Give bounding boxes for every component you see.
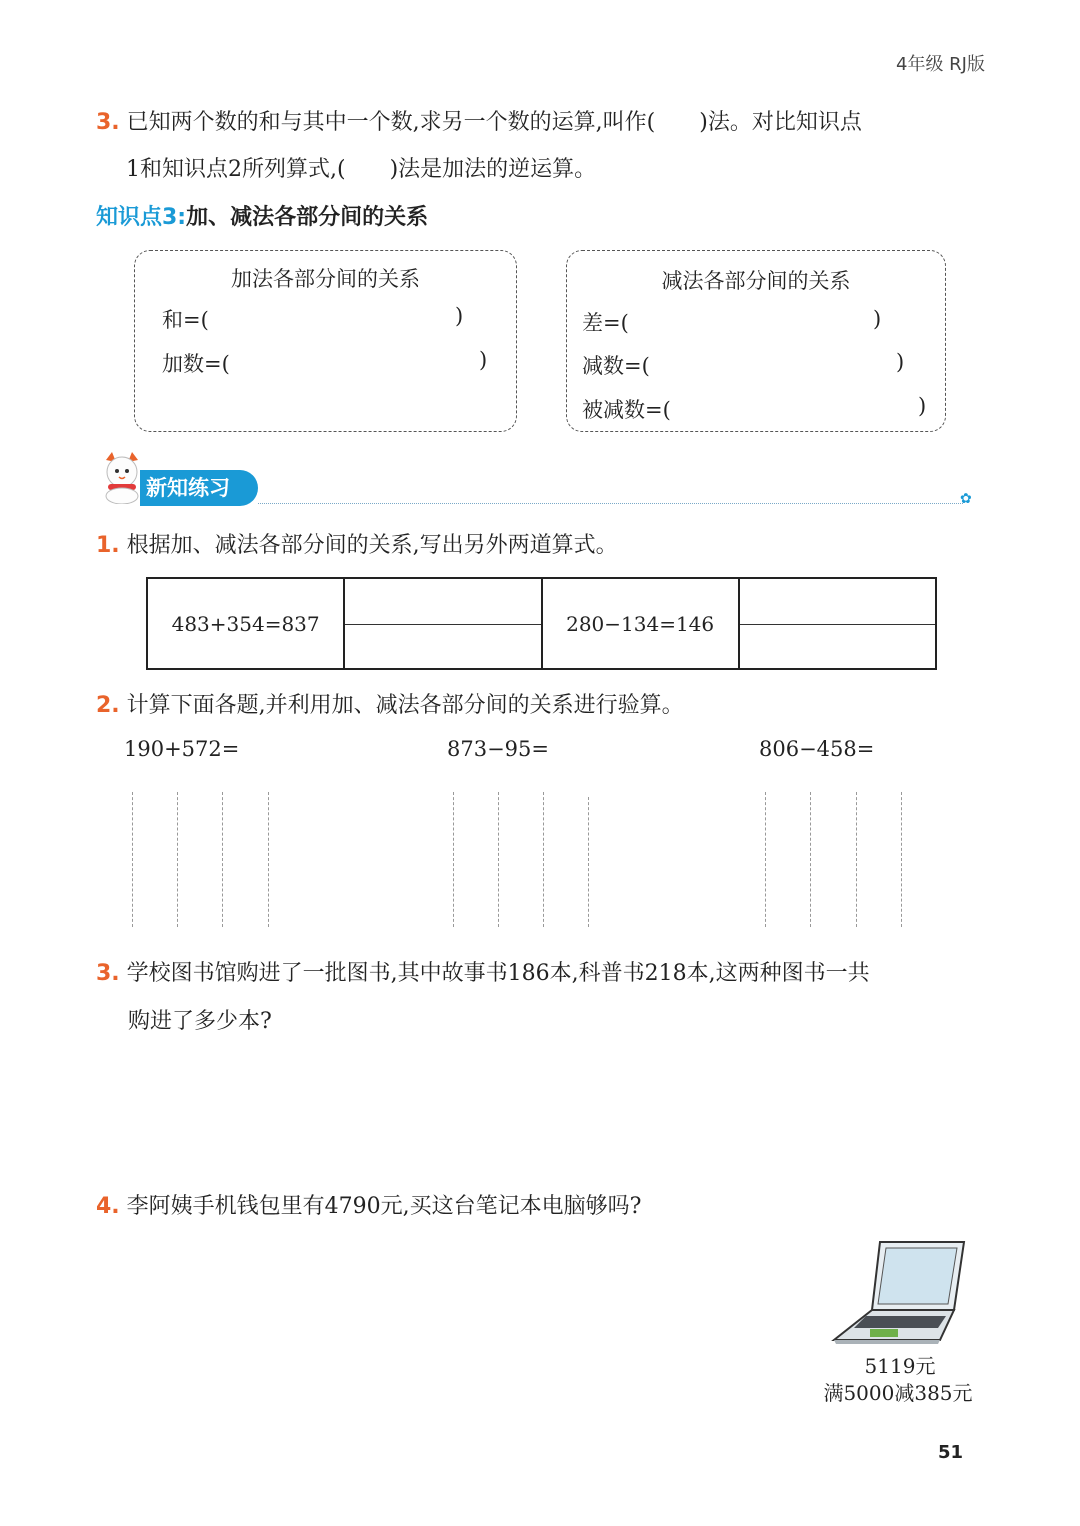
work-guide-line [453, 792, 454, 927]
work-guide-line [810, 792, 811, 927]
page-number: 51 [938, 1442, 964, 1463]
knowledge-point-heading: 加、减法各部分间的关系 [186, 205, 429, 230]
cell-divider [345, 624, 540, 625]
exercise-3-line2: 购进了多少本? [128, 1009, 272, 1034]
exercise-3-line1 [96, 959, 870, 989]
exercise-text: 根据加、减法各部分间的关系,写出另外两道算式。 [126, 533, 618, 558]
subtraction-minuend-close: ) [918, 394, 927, 418]
subtraction-difference-close: ) [873, 307, 882, 331]
exercise-text: 学校图书馆购进了一批图书,其中故事书186本,科普书218本,这两种图书一共 [126, 961, 870, 986]
equation-cell [542, 578, 739, 669]
exercise-number: 4. [96, 1194, 120, 1219]
exercise-text: 李阿姨手机钱包里有4790元,买这台笔记本电脑够吗? [126, 1194, 642, 1219]
question-3-line1 [96, 108, 862, 138]
subtraction-subtrahend-close: ) [896, 350, 905, 374]
banner-divider [258, 503, 963, 504]
work-guide-line [268, 792, 269, 927]
calc-problem-1: 190+572= [124, 737, 240, 761]
equation-table [146, 577, 937, 670]
addition-addend-formula: 加数=( [162, 352, 230, 376]
exercise-number: 1. [96, 533, 120, 558]
discount-label: 满5000减385元 [823, 1381, 973, 1405]
work-guide-line [901, 792, 902, 927]
answer-cell[interactable] [739, 578, 936, 669]
subtraction-box-title: 减法各部分间的关系 [661, 269, 851, 293]
addition-sum-close: ) [455, 304, 464, 328]
exercise-1 [96, 531, 618, 561]
cell-divider [740, 624, 935, 625]
calc-problem-3: 806−458= [759, 737, 875, 761]
exercise-4 [96, 1192, 641, 1222]
exercise-text: 计算下面各题,并利用加、减法各部分间的关系进行验算。 [126, 693, 684, 718]
exercise-2 [96, 691, 684, 721]
grade-label: 4年级 RJ版 [896, 54, 985, 75]
knowledge-point-title [96, 200, 428, 231]
work-guide-line [222, 792, 223, 927]
subtraction-minuend-formula: 被减数=( [582, 398, 671, 422]
addition-box-title: 加法各部分间的关系 [231, 267, 420, 291]
subtraction-subtrahend-formula: 减数=( [582, 354, 650, 378]
exercise-number: 2. [96, 693, 120, 718]
addition-sum-formula: 和=( [162, 308, 209, 332]
laptop-icon [830, 1238, 970, 1346]
calc-problem-2: 873−95= [447, 737, 549, 761]
question-3-line2: 1和知识点2所列算式,( )法是加法的逆运算。 [126, 157, 597, 182]
work-guide-line [765, 792, 766, 927]
subtraction-difference-formula: 差=( [582, 311, 629, 335]
work-guide-line [543, 792, 544, 927]
equation-cell [147, 578, 344, 669]
flower-icon: ✿ [960, 491, 972, 507]
given-equation: 280−134=146 [566, 611, 715, 636]
laptop-price: 5119元 [864, 1354, 936, 1378]
exercise-number: 3. [96, 961, 120, 986]
work-guide-line [498, 792, 499, 927]
knowledge-point-label: 知识点3: [96, 205, 187, 230]
given-equation: 483+354=837 [171, 611, 320, 636]
addition-relation-box [134, 250, 517, 432]
work-guide-line [132, 792, 133, 927]
work-guide-line [588, 797, 589, 927]
question-text: 已知两个数的和与其中一个数,求另一个数的运算,叫作( )法。对比知识点 [126, 110, 862, 135]
work-guide-line [856, 792, 857, 927]
answer-cell[interactable] [344, 578, 541, 669]
addition-addend-close: ) [479, 348, 488, 372]
work-guide-line [177, 792, 178, 927]
question-number: 3. [96, 110, 120, 135]
section-banner: 新知练习 [140, 470, 258, 506]
